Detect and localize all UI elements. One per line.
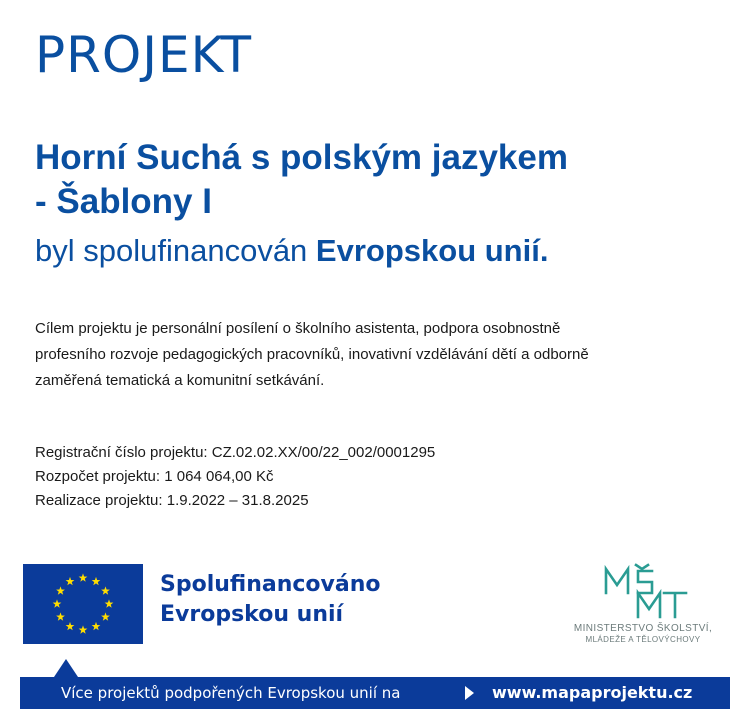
footer-bar-notch — [54, 659, 78, 677]
eu-flag-icon — [23, 564, 143, 644]
cofinancing-eu: Evropskou unií. — [315, 233, 549, 268]
description-line-2: profesního rozvoje pedagogických pracovníků, inovativní vzdělávání dětí a odborně — [35, 346, 589, 363]
eu-logo-line-2: Evropskou unií — [160, 602, 344, 627]
footer-bar — [20, 677, 730, 709]
description-line-1: Cílem projektu je personální posílení o školního asistenta, podpora osobnostně — [35, 320, 561, 337]
project-title — [35, 136, 725, 224]
msmt-logo-icon — [600, 563, 690, 621]
project-title-line-2: - Šablony I — [35, 182, 212, 221]
registration-number: Registrační číslo projektu: CZ.02.02.XX/00/22_002/0001295 — [35, 444, 436, 461]
project-period: Realizace projektu: 1.9.2022 – 31.8.2025 — [35, 492, 309, 509]
footer-text: Více projektů podpořených Evropskou unií na — [61, 684, 401, 702]
eu-logo-line-1: Spolufinancováno — [160, 572, 381, 597]
msmt-name-line-2: MLÁDEŽE A TĚLOVÝCHOVY — [585, 635, 701, 644]
msmt-name-line-1: MINISTERSTVO ŠKOLSTVÍ, — [573, 623, 713, 634]
description-line-3: zaměřená tematická a komunitní setkávání. — [35, 372, 325, 389]
cofinancing-statement — [35, 234, 548, 268]
arrow-right-icon — [465, 686, 474, 700]
msmt-name — [548, 623, 738, 645]
footer-url-link[interactable]: www.mapaprojektu.cz — [492, 683, 693, 702]
project-description — [35, 316, 725, 394]
cofinancing-prefix: byl spolufinancován — [35, 233, 316, 268]
project-budget: Rozpočet projektu: 1 064 064,00 Kč — [35, 468, 274, 485]
eu-cofinanced-logo-text — [160, 570, 381, 630]
project-title-line-1: Horní Suchá s polským jazykem — [35, 138, 568, 177]
project-info — [35, 441, 435, 513]
page-heading: PROJEKT — [35, 26, 253, 84]
